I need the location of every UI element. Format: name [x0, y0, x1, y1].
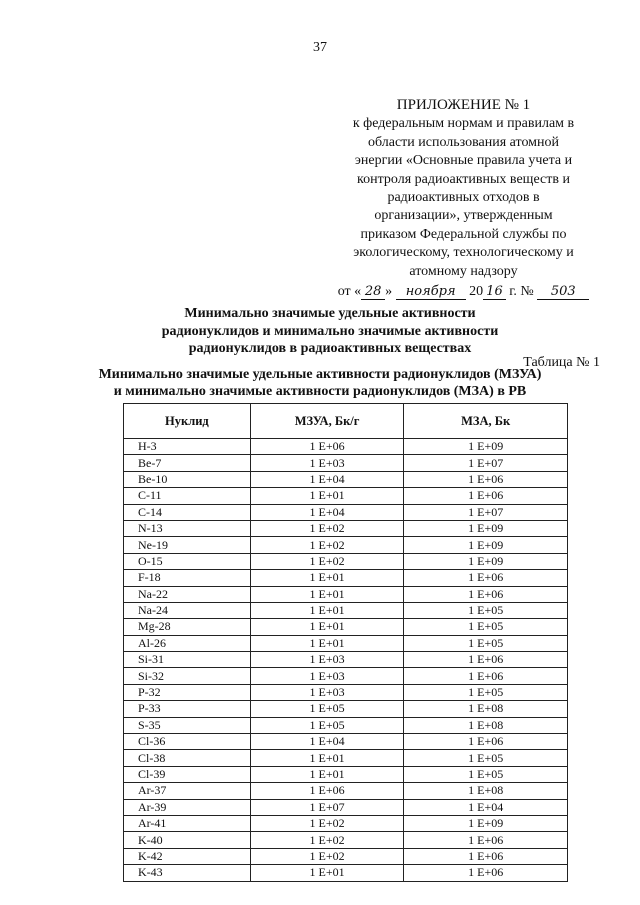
table-row [124, 652, 568, 668]
mzua-cell: 1 E+02 [250, 537, 404, 553]
handwritten-year-suffix: 16 [483, 285, 506, 300]
mza-cell: 1 E+06 [404, 471, 568, 487]
table-row [124, 537, 568, 553]
main-heading [120, 305, 540, 358]
table-row [124, 865, 568, 881]
mza-cell: 1 E+09 [404, 537, 568, 553]
appendix-line: приказом Федеральной службы по [360, 226, 567, 242]
mza-cell: 1 E+05 [404, 619, 568, 635]
mza-cell: 1 E+04 [404, 799, 568, 815]
nuclide-cell: Be-7 [124, 455, 251, 471]
appendix-line: энергии «Основные правила учета и [354, 153, 573, 169]
mza-cell: 1 E+09 [404, 815, 568, 831]
table-row [124, 619, 568, 635]
table-row [124, 439, 568, 455]
table-row [124, 586, 568, 602]
order-close-quote: » [385, 284, 393, 300]
nuclide-cell: F-18 [124, 570, 251, 586]
mza-cell: 1 E+06 [404, 865, 568, 881]
nuclide-cell: H-3 [124, 439, 251, 455]
order-date-line [337, 283, 590, 301]
mza-cell: 1 E+09 [404, 439, 568, 455]
nuclide-cell: Cl-38 [124, 750, 251, 766]
nuclide-cell: Al-26 [124, 635, 251, 651]
nuclide-cell: Cl-36 [124, 734, 251, 750]
table-row [124, 766, 568, 782]
table-body [124, 439, 568, 882]
nuclide-cell: Mg-28 [124, 619, 251, 635]
table-row [124, 783, 568, 799]
appendix-line: радиоактивных отходов в [387, 190, 540, 206]
mza-cell: 1 E+08 [404, 701, 568, 717]
caption-line: Минимально значимые удельные активности радионуклидов (МЗУА) [98, 367, 542, 382]
mzua-cell: 1 E+06 [250, 783, 404, 799]
mzua-cell: 1 E+02 [250, 520, 404, 536]
table-row [124, 815, 568, 831]
mzua-cell: 1 E+02 [250, 815, 404, 831]
handwritten-month: ноября [396, 285, 466, 300]
mzua-cell: 1 E+03 [250, 668, 404, 684]
mzua-cell: 1 E+06 [250, 439, 404, 455]
table-row [124, 635, 568, 651]
caption-line: и минимально значимые активности радионуклидов (МЗА) в РВ [113, 384, 527, 399]
mzua-cell: 1 E+01 [250, 766, 404, 782]
mza-cell: 1 E+05 [404, 602, 568, 618]
mza-cell: 1 E+08 [404, 717, 568, 733]
mza-cell: 1 E+05 [404, 635, 568, 651]
mzua-cell: 1 E+05 [250, 717, 404, 733]
heading-line: радионуклидов в радиоактивных веществах [188, 341, 472, 356]
appendix-line: экологическому, технологическому и [353, 245, 574, 261]
nuclide-cell: Ar-41 [124, 815, 251, 831]
mzua-cell: 1 E+02 [250, 553, 404, 569]
table-row [124, 832, 568, 848]
table-row [124, 471, 568, 487]
table-row [124, 750, 568, 766]
mza-cell: 1 E+06 [404, 570, 568, 586]
mzua-cell: 1 E+03 [250, 684, 404, 700]
table-row [124, 455, 568, 471]
mzua-cell: 1 E+01 [250, 570, 404, 586]
nuclide-cell: Na-22 [124, 586, 251, 602]
page-number: 37 [313, 40, 327, 55]
appendix-title: ПРИЛОЖЕНИЕ № 1 [396, 97, 531, 113]
nuclide-cell: O-15 [124, 553, 251, 569]
order-year-prefix: 20 [469, 284, 484, 300]
table-row [124, 520, 568, 536]
mzua-cell: 1 E+01 [250, 750, 404, 766]
nuclide-cell: P-32 [124, 684, 251, 700]
mza-cell: 1 E+06 [404, 832, 568, 848]
table-row [124, 701, 568, 717]
mza-cell: 1 E+07 [404, 455, 568, 471]
nuclide-cell: Be-10 [124, 471, 251, 487]
header-mza: МЗА, Бк [404, 404, 568, 439]
appendix-line: области использования атомной [367, 134, 560, 150]
heading-line: радионуклидов и минимально значимые активности [161, 323, 499, 339]
mza-cell: 1 E+06 [404, 734, 568, 750]
order-year-tail: г. № [505, 284, 538, 300]
mzua-cell: 1 E+04 [250, 734, 404, 750]
mzua-cell: 1 E+02 [250, 848, 404, 864]
mza-cell: 1 E+06 [404, 668, 568, 684]
mza-cell: 1 E+07 [404, 504, 568, 520]
nuclide-cell: N-13 [124, 520, 251, 536]
table-row [124, 553, 568, 569]
appendix-line: организации», утвержденным [374, 208, 553, 224]
mza-cell: 1 E+08 [404, 783, 568, 799]
mzua-cell: 1 E+01 [250, 602, 404, 618]
handwritten-order-number: 503 [537, 285, 589, 300]
mza-cell: 1 E+05 [404, 750, 568, 766]
table-row [124, 570, 568, 586]
table-row [124, 488, 568, 504]
nuclide-cell: Si-32 [124, 668, 251, 684]
table-row [124, 848, 568, 864]
nuclide-cell: Na-24 [124, 602, 251, 618]
nuclide-cell: Ne-19 [124, 537, 251, 553]
mzua-cell: 1 E+01 [250, 619, 404, 635]
table-row [124, 799, 568, 815]
nuclide-cell: K-43 [124, 865, 251, 881]
mzua-cell: 1 E+01 [250, 635, 404, 651]
mza-cell: 1 E+06 [404, 488, 568, 504]
mzua-cell: 1 E+05 [250, 701, 404, 717]
nuclide-cell: Si-31 [124, 652, 251, 668]
header-mzua: МЗУА, Бк/г [250, 404, 404, 439]
mza-cell: 1 E+06 [404, 848, 568, 864]
nuclide-cell: K-42 [124, 848, 251, 864]
mzua-cell: 1 E+03 [250, 455, 404, 471]
nuclide-cell: P-33 [124, 701, 251, 717]
appendix-block [337, 96, 590, 301]
nuclide-activity-table [123, 403, 568, 882]
mza-cell: 1 E+09 [404, 553, 568, 569]
mza-cell: 1 E+05 [404, 684, 568, 700]
mzua-cell: 1 E+04 [250, 504, 404, 520]
table-row [124, 717, 568, 733]
mzua-cell: 1 E+03 [250, 652, 404, 668]
heading-line: Минимально значимые удельные активности [184, 306, 476, 321]
nuclide-cell: Cl-39 [124, 766, 251, 782]
mza-cell: 1 E+06 [404, 652, 568, 668]
mza-cell: 1 E+05 [404, 766, 568, 782]
mza-cell: 1 E+09 [404, 520, 568, 536]
table-row [124, 668, 568, 684]
table-row [124, 504, 568, 520]
table-row [124, 734, 568, 750]
mzua-cell: 1 E+01 [250, 488, 404, 504]
header-nuclide: Нуклид [124, 404, 251, 439]
mza-cell: 1 E+06 [404, 586, 568, 602]
table-number: Таблица № 1 [523, 355, 600, 370]
table-header-row [124, 404, 568, 439]
appendix-line: атомному надзору [409, 263, 518, 279]
mzua-cell: 1 E+07 [250, 799, 404, 815]
appendix-line: к федеральным нормам и правилам в [352, 116, 575, 132]
table-caption [90, 366, 550, 400]
mzua-cell: 1 E+01 [250, 865, 404, 881]
nuclide-cell: C-14 [124, 504, 251, 520]
nuclide-cell: Ar-39 [124, 799, 251, 815]
nuclide-cell: C-11 [124, 488, 251, 504]
table-row [124, 602, 568, 618]
mzua-cell: 1 E+01 [250, 586, 404, 602]
nuclide-cell: S-35 [124, 717, 251, 733]
mzua-cell: 1 E+02 [250, 832, 404, 848]
nuclide-cell: Ar-37 [124, 783, 251, 799]
table-row [124, 684, 568, 700]
handwritten-day: 28 [361, 285, 385, 300]
appendix-line: контроля радиоактивных веществ и [357, 171, 570, 187]
nuclide-cell: K-40 [124, 832, 251, 848]
order-prefix: от « [337, 284, 362, 300]
mzua-cell: 1 E+04 [250, 471, 404, 487]
